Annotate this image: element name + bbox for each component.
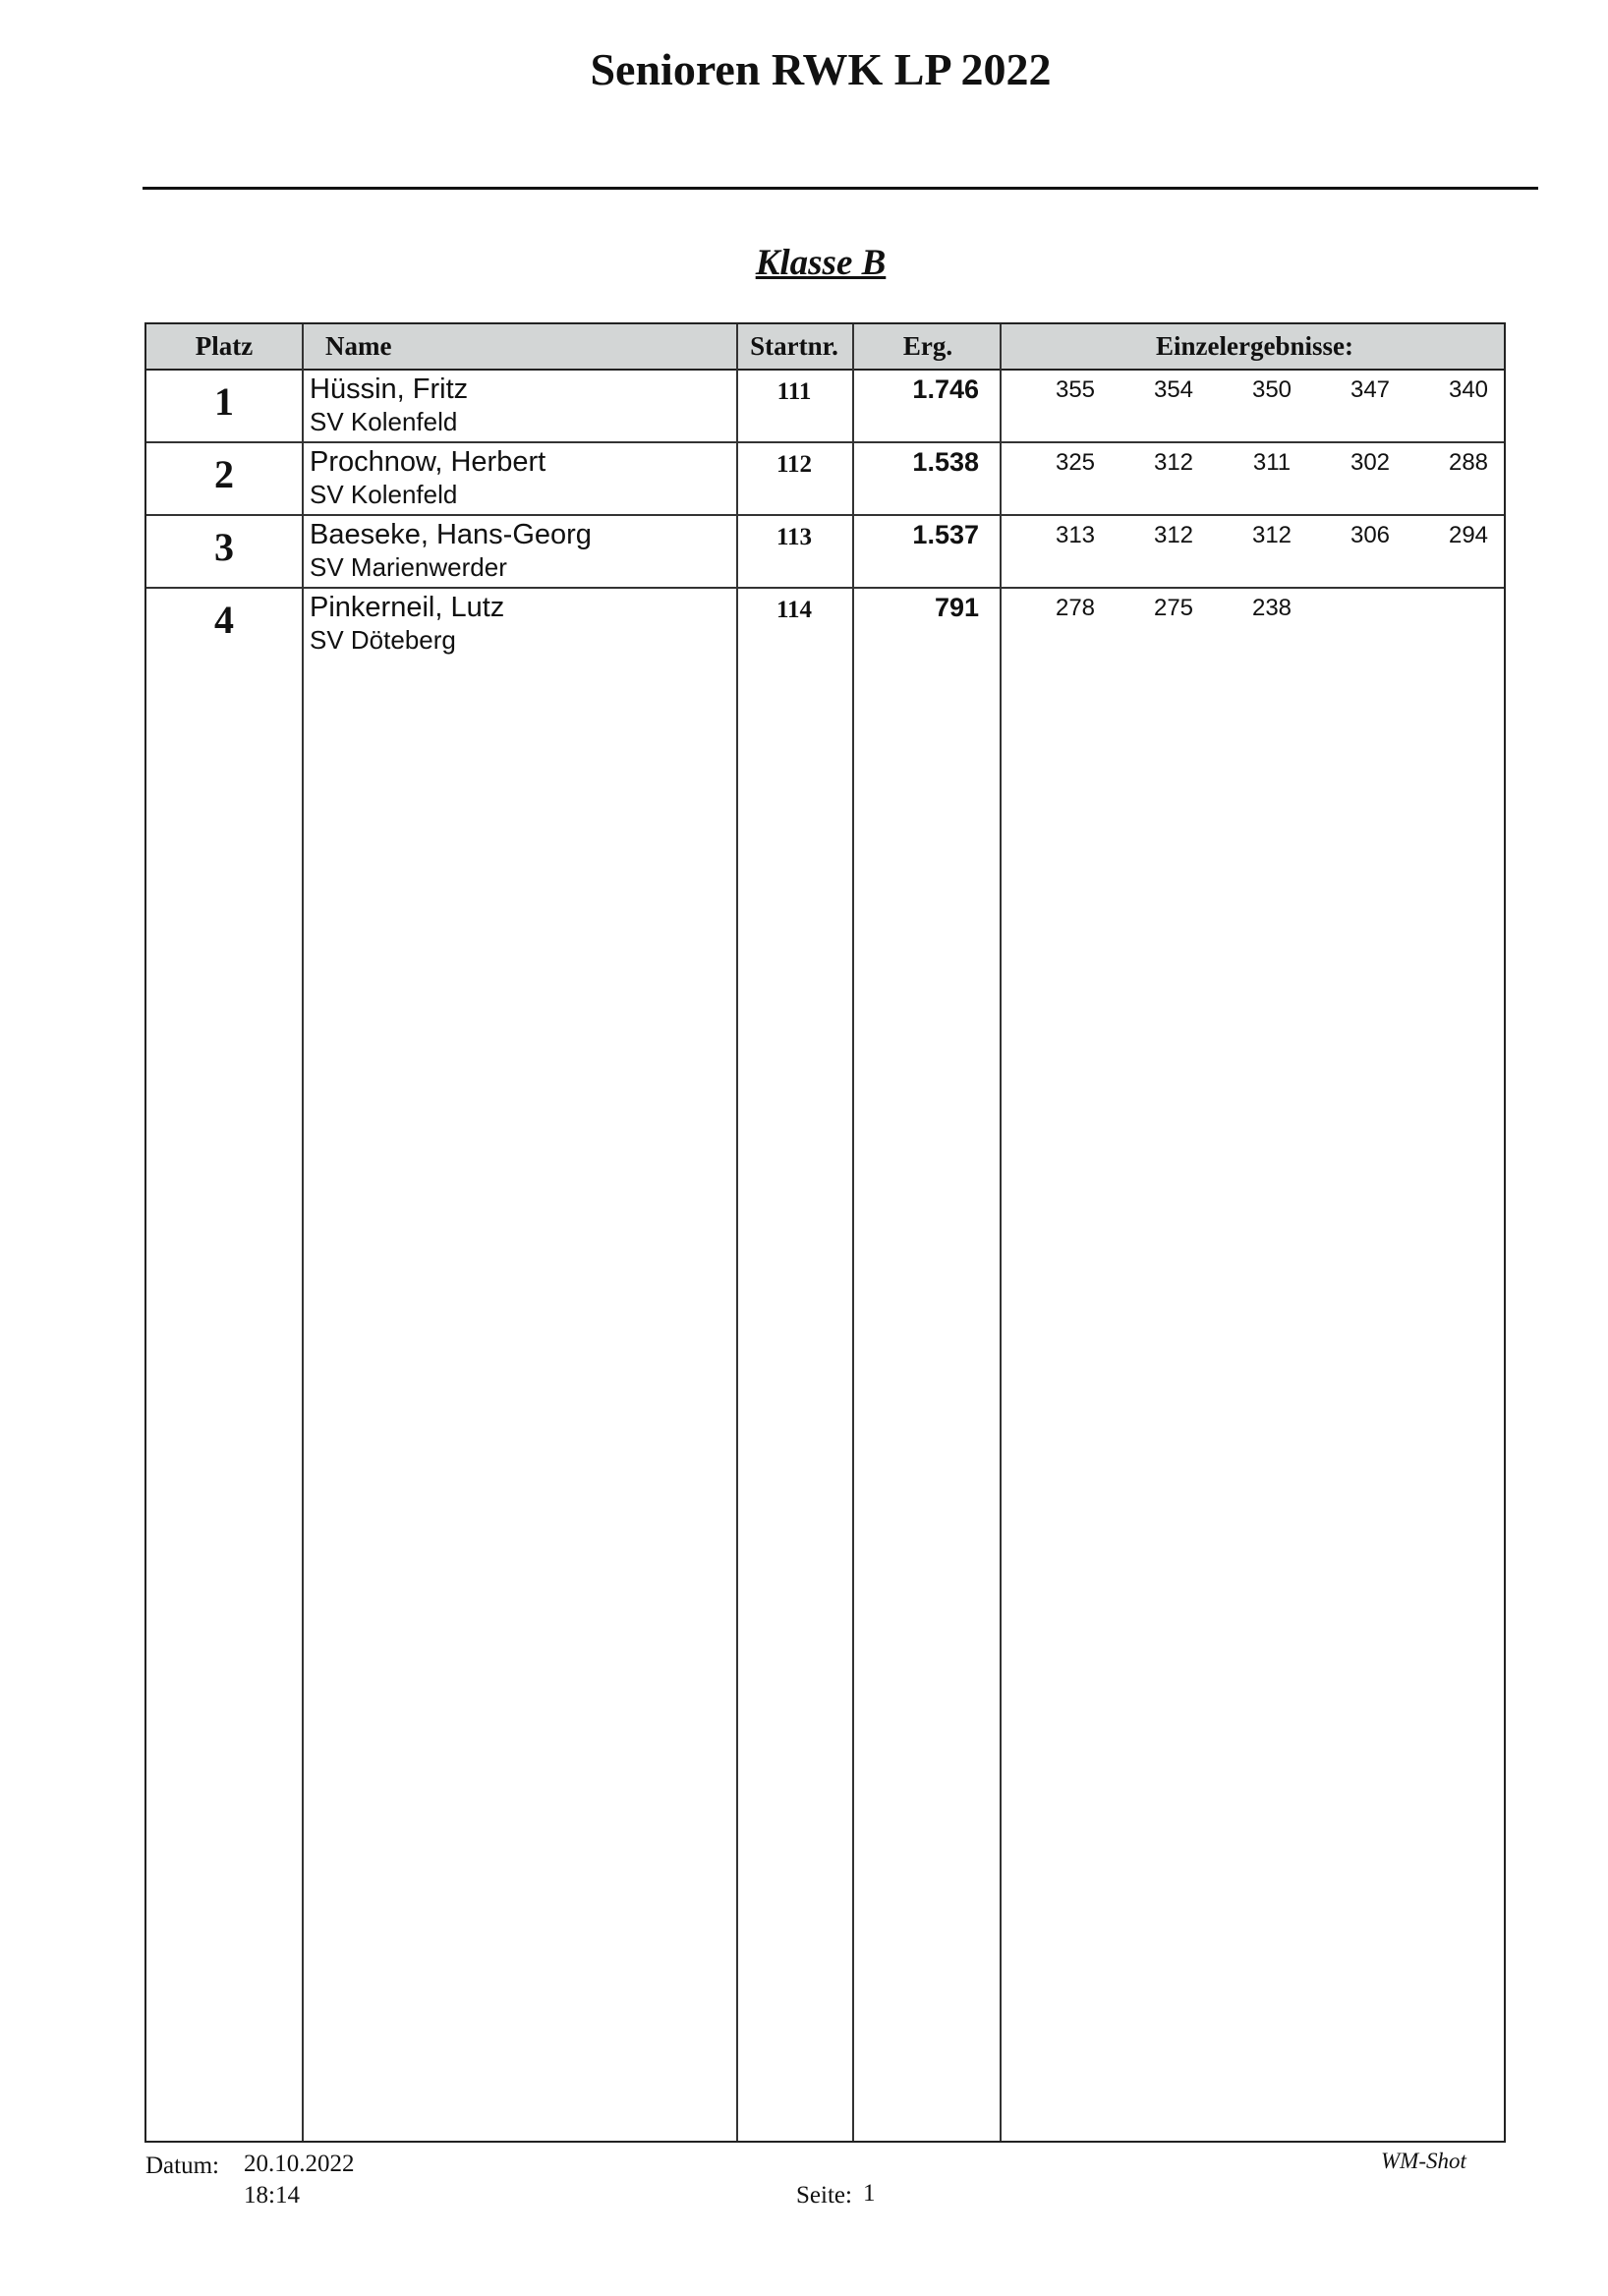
row-club: SV Marienwerder xyxy=(310,552,507,582)
row-score: 238 xyxy=(1251,595,1292,621)
header-erg: Erg. xyxy=(902,331,953,361)
row-score: 355 xyxy=(1055,376,1096,403)
page-title: Senioren RWK LP 2022 xyxy=(590,44,1052,94)
row-score: 350 xyxy=(1251,376,1292,403)
class-subtitle: Klasse B xyxy=(755,243,887,283)
row-total: 1.746 xyxy=(912,374,979,404)
table-row xyxy=(146,371,1504,443)
row-place: 4 xyxy=(214,598,234,642)
row-score: 340 xyxy=(1448,376,1489,403)
footer-software: WM-Shot xyxy=(1381,2149,1466,2173)
row-name: Hüssin, Fritz xyxy=(310,373,469,405)
row-name: Pinkerneil, Lutz xyxy=(310,592,505,623)
results-table xyxy=(144,322,1506,2143)
row-score: 312 xyxy=(1153,522,1194,548)
row-startnr: 111 xyxy=(776,378,812,405)
header-name: Name xyxy=(325,331,392,361)
table-row xyxy=(146,516,1504,589)
row-total: 1.538 xyxy=(912,447,979,477)
row-score: 325 xyxy=(1055,449,1096,476)
row-score: 313 xyxy=(1055,522,1096,548)
footer-time: 18:14 xyxy=(244,2182,300,2209)
row-score: 312 xyxy=(1153,449,1194,476)
footer-date: 20.10.2022 xyxy=(244,2151,355,2177)
table-row xyxy=(146,589,1504,661)
row-club: SV Döteberg xyxy=(310,625,456,655)
row-name: Prochnow, Herbert xyxy=(310,446,546,478)
row-place: 2 xyxy=(214,452,234,496)
row-score: 294 xyxy=(1448,522,1489,548)
row-startnr: 112 xyxy=(775,451,813,478)
header-startnr: Startnr. xyxy=(750,331,838,361)
row-place: 3 xyxy=(214,525,234,569)
row-startnr: 113 xyxy=(775,524,813,550)
row-score: 354 xyxy=(1153,376,1194,403)
header-einzelergebnisse: Einzelergebnisse: xyxy=(1156,331,1353,361)
footer-page-number: 1 xyxy=(863,2180,876,2207)
row-club: SV Kolenfeld xyxy=(310,407,458,436)
table-header xyxy=(146,324,1504,371)
row-total: 1.537 xyxy=(912,520,979,549)
row-score: 278 xyxy=(1055,595,1096,621)
row-startnr: 114 xyxy=(775,597,813,623)
row-score: 275 xyxy=(1153,595,1194,621)
row-score: 306 xyxy=(1350,522,1391,548)
row-score: 347 xyxy=(1350,376,1391,403)
header-platz: Platz xyxy=(195,331,254,361)
footer-datum-label: Datum: xyxy=(145,2152,219,2179)
row-club: SV Kolenfeld xyxy=(310,480,458,509)
row-score: 302 xyxy=(1350,449,1391,476)
row-name: Baeseke, Hans-Georg xyxy=(310,519,592,550)
row-score: 311 xyxy=(1252,449,1292,476)
row-score: 288 xyxy=(1448,449,1489,476)
table-row xyxy=(146,443,1504,516)
row-place: 1 xyxy=(214,379,234,424)
row-score: 312 xyxy=(1251,522,1292,548)
footer-seite-label: Seite: xyxy=(796,2182,852,2209)
title-rule xyxy=(143,187,1538,190)
row-total: 791 xyxy=(934,593,979,622)
